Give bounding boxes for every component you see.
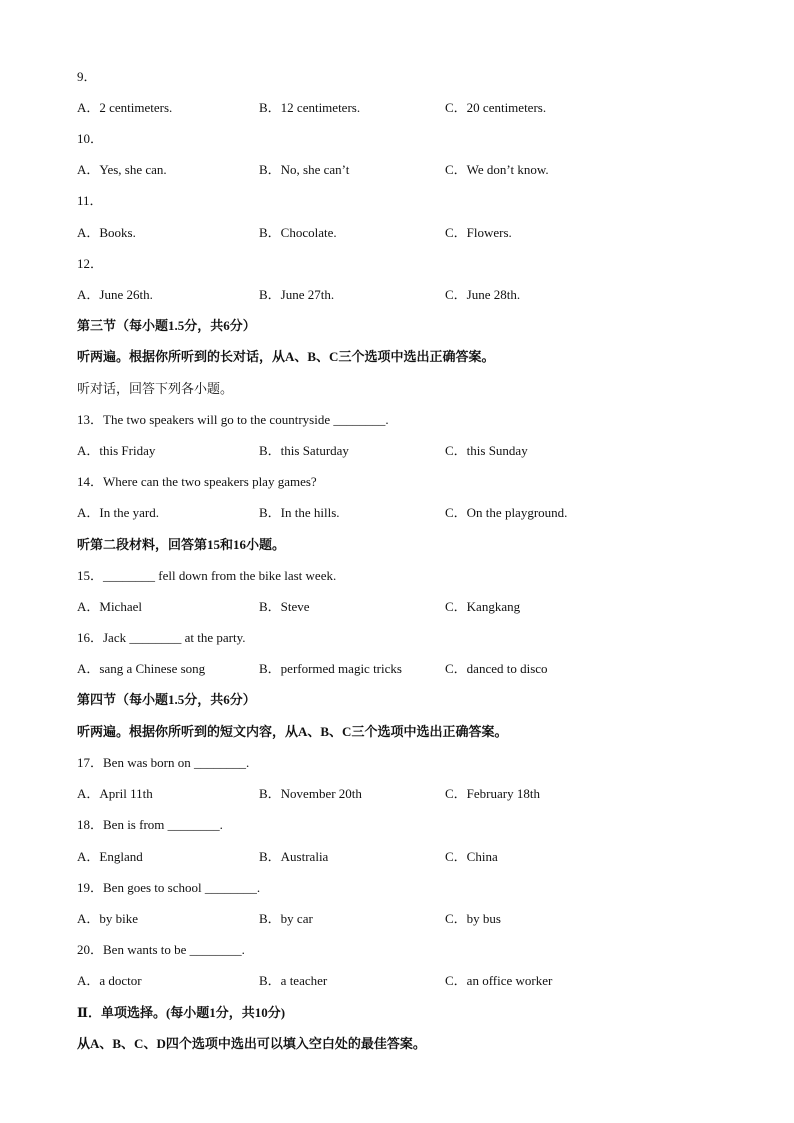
question-number: 11． — [77, 193, 103, 208]
question-14: 14．Where can the two speakers play games? — [77, 474, 317, 489]
option-b: B．performed magic tricks — [259, 661, 402, 676]
option-a: A．sang a Chinese song — [77, 661, 206, 676]
option-b: B．Steve — [259, 599, 310, 614]
option-b: B．Australia — [259, 849, 329, 864]
line-q11-number — [77, 192, 103, 210]
section-instruction: 听两遍。根据你所听到的长对话，从A、B、C三个选项中选出正确答案。 — [77, 349, 495, 364]
option-c: C．China — [445, 849, 498, 864]
option-b: B．a teacher — [259, 973, 328, 988]
question-number: 9． — [77, 69, 97, 84]
question-number: 10． — [77, 131, 104, 146]
part-instruction: 从A、B、C、D四个选项中选出可以填入空白处的最佳答案。 — [77, 1036, 426, 1051]
option-a: A．a doctor — [77, 973, 142, 988]
option-c: C．20 centimeters. — [445, 100, 547, 115]
option-a: A．Michael — [77, 599, 142, 614]
question-20: 20．Ben wants to be ________. — [77, 942, 245, 957]
option-c: C．by bus — [445, 911, 501, 926]
question-13: 13．The two speakers will go to the countryside ________. — [77, 412, 389, 427]
option-c: C．an office worker — [445, 973, 553, 988]
option-c: C．We don’t know. — [445, 162, 549, 177]
section-instruction: 听两遍。根据你所听到的短文内容，从A、B、C三个选项中选出正确答案。 — [77, 724, 508, 739]
question-16: 16．Jack ________ at the party. — [77, 630, 246, 645]
option-b: B．In the hills. — [259, 505, 340, 520]
section-heading: 第三节（每小题1.5分，共6分） — [77, 318, 256, 333]
option-a: A．June 26th. — [77, 287, 153, 302]
option-a: A．England — [77, 849, 143, 864]
option-b: B．November 20th — [259, 786, 362, 801]
option-a: A．2 centimeters. — [77, 100, 173, 115]
option-a: A．Books. — [77, 225, 136, 240]
line-q10-number — [77, 130, 103, 148]
option-a: A．April 11th — [77, 786, 153, 801]
question-15: 15．________ fell down from the bike last week. — [77, 568, 337, 583]
question-17: 17．Ben was born on ________. — [77, 755, 250, 770]
option-c: C．February 18th — [445, 786, 540, 801]
part-heading: Ⅱ．单项选择。(每小题1分，共10分) — [77, 1005, 286, 1020]
option-b: B．this Saturday — [259, 443, 349, 458]
option-b: B．June 27th. — [259, 287, 335, 302]
option-c: C．Kangkang — [445, 599, 521, 614]
option-a: A．In the yard. — [77, 505, 159, 520]
option-a: A．Yes, she can. — [77, 162, 167, 177]
option-a: A．by bike — [77, 911, 139, 926]
question-18: 18．Ben is from ________. — [77, 817, 223, 832]
question-number: 12． — [77, 256, 104, 271]
option-c: C．this Sunday — [445, 443, 528, 458]
option-b: B．by car — [259, 911, 313, 926]
option-c: C．June 28th. — [445, 287, 521, 302]
dialogue-instruction: 听对话，回答下列各小题。 — [77, 381, 234, 396]
option-c: C．Flowers. — [445, 225, 512, 240]
option-b: B．No, she can’t — [259, 162, 350, 177]
section-heading: 第四节（每小题1.5分，共6分） — [77, 692, 256, 707]
option-a: A．this Friday — [77, 443, 156, 458]
line-q9-number — [77, 68, 97, 86]
option-b: B．12 centimeters. — [259, 100, 361, 115]
option-c: C．On the playground. — [445, 505, 568, 520]
material-instruction: 听第二段材料，回答第15和16小题。 — [77, 537, 286, 552]
option-b: B．Chocolate. — [259, 225, 337, 240]
line-q12-number — [77, 255, 103, 273]
option-c: C．danced to disco — [445, 661, 548, 676]
question-19: 19．Ben goes to school ________. — [77, 880, 261, 895]
